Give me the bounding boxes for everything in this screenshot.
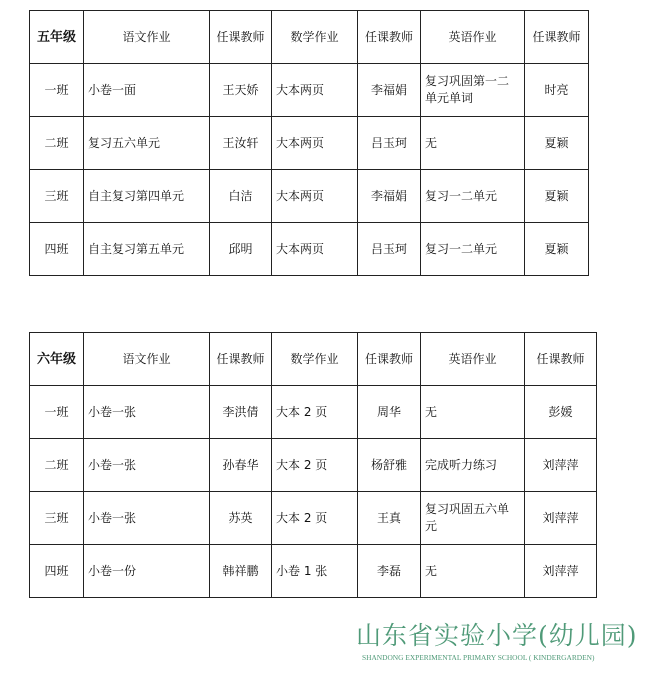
table-row: [30, 223, 589, 276]
chinese-teacher: 王汝轩: [210, 117, 272, 170]
table-row: [30, 545, 597, 598]
math-homework: 大本 2 页: [272, 439, 358, 492]
table-row: [30, 64, 589, 117]
english-teacher: 刘萍萍: [525, 439, 597, 492]
chinese-teacher: 孙春华: [210, 439, 272, 492]
grade-label: 六年级: [30, 333, 84, 386]
math-homework: 大本两页: [272, 117, 358, 170]
class-name: 一班: [30, 386, 84, 439]
class-name: 四班: [30, 223, 84, 276]
math-homework: 大本 2 页: [272, 386, 358, 439]
class-name: 四班: [30, 545, 84, 598]
english-teacher: 刘萍萍: [525, 545, 597, 598]
english-homework: 复习一二单元: [421, 170, 525, 223]
chinese-homework: 小卷一张: [84, 386, 210, 439]
english-homework: 无: [421, 386, 525, 439]
math-teacher: 吕玉珂: [358, 223, 421, 276]
class-name: 二班: [30, 117, 84, 170]
math-homework: 大本两页: [272, 170, 358, 223]
class-name: 二班: [30, 439, 84, 492]
header-chinese-teacher: 任课教师: [210, 333, 272, 386]
header-math-teacher: 任课教师: [358, 11, 421, 64]
school-logo-watermark: [356, 621, 652, 669]
math-teacher: 杨舒雅: [358, 439, 421, 492]
grade6-homework-table: [29, 332, 597, 598]
english-homework: 无: [421, 117, 525, 170]
english-homework: 无: [421, 545, 525, 598]
table-row: [30, 439, 597, 492]
math-teacher: 周华: [358, 386, 421, 439]
math-homework: 大本 2 页: [272, 492, 358, 545]
table-row: [30, 117, 589, 170]
class-name: 三班: [30, 170, 84, 223]
english-teacher: 夏颖: [525, 117, 589, 170]
chinese-teacher: 邱明: [210, 223, 272, 276]
math-teacher: 李福娟: [358, 64, 421, 117]
chinese-teacher: 白洁: [210, 170, 272, 223]
english-teacher: 夏颖: [525, 170, 589, 223]
english-teacher: 夏颖: [525, 223, 589, 276]
english-teacher: 刘萍萍: [525, 492, 597, 545]
header-math-teacher: 任课教师: [358, 333, 421, 386]
english-homework: 复习一二单元: [421, 223, 525, 276]
math-homework: 大本两页: [272, 64, 358, 117]
chinese-homework: 小卷一面: [84, 64, 210, 117]
table-row: [30, 386, 597, 439]
header-english-teacher: 任课教师: [525, 333, 597, 386]
class-name: 一班: [30, 64, 84, 117]
table-row: [30, 170, 589, 223]
table-row: [30, 492, 597, 545]
table-header-row: [30, 333, 597, 386]
header-chinese-teacher: 任课教师: [210, 11, 272, 64]
header-chinese-homework: 语文作业: [84, 11, 210, 64]
math-teacher: 吕玉珂: [358, 117, 421, 170]
chinese-homework: 复习五六单元: [84, 117, 210, 170]
header-chinese-homework: 语文作业: [84, 333, 210, 386]
table-header-row: [30, 11, 589, 64]
class-name: 三班: [30, 492, 84, 545]
chinese-homework: 小卷一份: [84, 545, 210, 598]
math-teacher: 王真: [358, 492, 421, 545]
chinese-homework: 小卷一张: [84, 492, 210, 545]
header-math-homework: 数学作业: [272, 11, 358, 64]
school-name-english: SHANDONG EXPERIMENTAL PRIMARY SCHOOL ( KINDERGARDEN): [362, 653, 595, 662]
english-homework: 复习巩固五六单元: [421, 492, 525, 545]
grade-label: 五年级: [30, 11, 84, 64]
chinese-homework: 小卷一张: [84, 439, 210, 492]
english-teacher: 时亮: [525, 64, 589, 117]
chinese-teacher: 李洪倩: [210, 386, 272, 439]
chinese-teacher: 苏英: [210, 492, 272, 545]
school-name-chinese: 山东省实验小学(幼儿园): [356, 621, 638, 650]
chinese-homework: 自主复习第五单元: [84, 223, 210, 276]
math-homework: 小卷 1 张: [272, 545, 358, 598]
header-english-homework: 英语作业: [421, 333, 525, 386]
english-teacher: 彭媛: [525, 386, 597, 439]
chinese-teacher: 韩祥鹏: [210, 545, 272, 598]
grade5-homework-table: [29, 10, 589, 276]
math-homework: 大本两页: [272, 223, 358, 276]
header-math-homework: 数学作业: [272, 333, 358, 386]
chinese-homework: 自主复习第四单元: [84, 170, 210, 223]
header-english-homework: 英语作业: [421, 11, 525, 64]
english-homework: 复习巩固第一二单元单词: [421, 64, 525, 117]
math-teacher: 李福娟: [358, 170, 421, 223]
math-teacher: 李磊: [358, 545, 421, 598]
chinese-teacher: 王天娇: [210, 64, 272, 117]
english-homework: 完成听力练习: [421, 439, 525, 492]
header-english-teacher: 任课教师: [525, 11, 589, 64]
